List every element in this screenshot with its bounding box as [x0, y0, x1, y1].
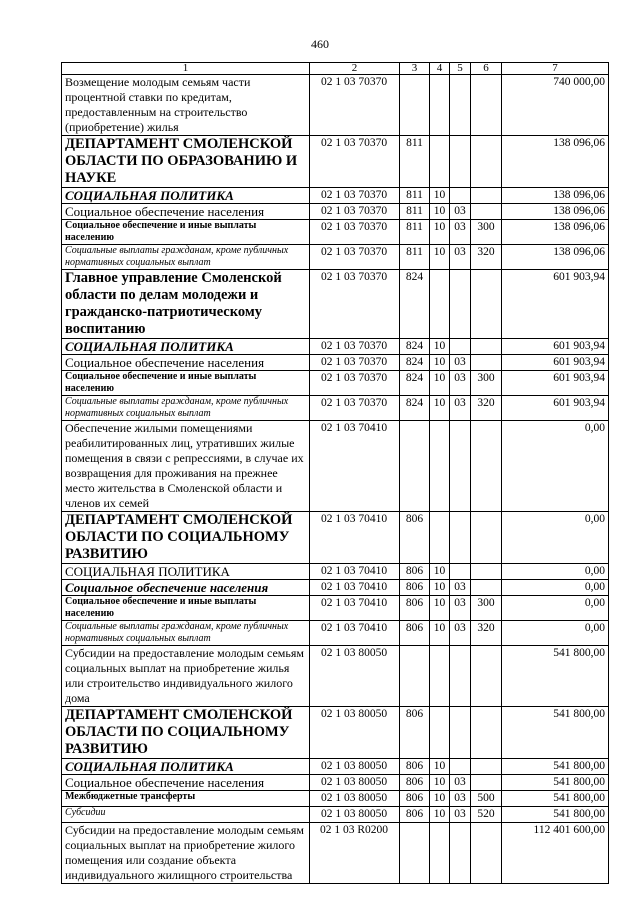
amount-cell: 138 096,06 [502, 136, 609, 188]
expense-type-cell [471, 75, 502, 136]
row-name-cell: Главное управление Смоленской области по делам молодежи и гражданско-патриотическому воспитанию [62, 270, 310, 339]
expense-type-cell [471, 355, 502, 371]
expense-type-cell: 300 [471, 371, 502, 396]
expense-type-cell [471, 136, 502, 188]
column-header-7: 7 [502, 63, 609, 75]
table-row [62, 355, 609, 371]
department-code-cell: 824 [400, 396, 430, 421]
row-name-cell: Социальное обеспечение населения [62, 204, 310, 220]
program-code-cell: 02 1 03 70370 [310, 371, 400, 396]
amount-cell: 0,00 [502, 421, 609, 512]
department-code-cell: 806 [400, 791, 430, 807]
subsection-code-cell: 03 [450, 791, 471, 807]
column-header-5: 5 [450, 63, 471, 75]
expense-type-cell [471, 707, 502, 759]
amount-cell: 601 903,94 [502, 355, 609, 371]
section-code-cell: 10 [430, 564, 450, 580]
department-code-cell [400, 823, 430, 884]
department-code-cell: 811 [400, 204, 430, 220]
amount-cell: 541 800,00 [502, 646, 609, 707]
table-row [62, 564, 609, 580]
subsection-code-cell: 03 [450, 355, 471, 371]
amount-cell: 740 000,00 [502, 75, 609, 136]
table-row [62, 421, 609, 512]
table-row [62, 245, 609, 270]
column-header-3: 3 [400, 63, 430, 75]
department-code-cell: 824 [400, 355, 430, 371]
table-row [62, 791, 609, 807]
row-name-cell: Социальное обеспечение населения [62, 580, 310, 596]
table-row [62, 580, 609, 596]
table-row [62, 371, 609, 396]
expense-type-cell [471, 646, 502, 707]
row-name-cell: Социальное обеспечение и иные выплаты населению [62, 371, 310, 396]
table-row [62, 204, 609, 220]
table-row [62, 646, 609, 707]
department-code-cell: 811 [400, 188, 430, 204]
amount-cell: 541 800,00 [502, 759, 609, 775]
program-code-cell: 02 1 03 70370 [310, 220, 400, 245]
row-name-cell: Субсидии на предоставление молодым семьям социальных выплат на приобретение жилья или строительство индивидуального жилого дома [62, 646, 310, 707]
table-row [62, 220, 609, 245]
amount-cell: 112 401 600,00 [502, 823, 609, 884]
column-header-6: 6 [471, 63, 502, 75]
section-code-cell: 10 [430, 807, 450, 823]
program-code-cell: 02 1 03 70370 [310, 270, 400, 339]
program-code-cell: 02 1 03 70370 [310, 245, 400, 270]
department-code-cell [400, 75, 430, 136]
table-row [62, 823, 609, 884]
amount-cell: 541 800,00 [502, 807, 609, 823]
expense-type-cell [471, 823, 502, 884]
program-code-cell: 02 1 03 70370 [310, 75, 400, 136]
expense-type-cell [471, 564, 502, 580]
department-code-cell: 811 [400, 245, 430, 270]
row-name-cell: СОЦИАЛЬНАЯ ПОЛИТИКА [62, 759, 310, 775]
subsection-code-cell [450, 512, 471, 564]
section-code-cell: 10 [430, 371, 450, 396]
subsection-code-cell [450, 270, 471, 339]
section-code-cell: 10 [430, 204, 450, 220]
amount-cell: 0,00 [502, 580, 609, 596]
program-code-cell: 02 1 03 70410 [310, 421, 400, 512]
amount-cell: 138 096,06 [502, 220, 609, 245]
department-code-cell: 806 [400, 807, 430, 823]
section-code-cell: 10 [430, 339, 450, 355]
section-code-cell: 10 [430, 775, 450, 791]
subsection-code-cell [450, 707, 471, 759]
department-code-cell: 806 [400, 596, 430, 621]
column-header-2: 2 [310, 63, 400, 75]
subsection-code-cell [450, 75, 471, 136]
table-row [62, 596, 609, 621]
section-code-cell: 10 [430, 245, 450, 270]
expense-type-cell: 500 [471, 791, 502, 807]
expense-type-cell [471, 204, 502, 220]
program-code-cell: 02 1 03 70370 [310, 396, 400, 421]
section-code-cell: 10 [430, 220, 450, 245]
program-code-cell: 02 1 03 R0200 [310, 823, 400, 884]
table-row [62, 339, 609, 355]
program-code-cell: 02 1 03 70410 [310, 580, 400, 596]
table-header-row [62, 63, 609, 75]
subsection-code-cell: 03 [450, 775, 471, 791]
program-code-cell: 02 1 03 70410 [310, 564, 400, 580]
table-row [62, 707, 609, 759]
program-code-cell: 02 1 03 70410 [310, 512, 400, 564]
program-code-cell: 02 1 03 70370 [310, 188, 400, 204]
amount-cell: 138 096,06 [502, 188, 609, 204]
department-code-cell: 806 [400, 775, 430, 791]
program-code-cell: 02 1 03 80050 [310, 775, 400, 791]
program-code-cell: 02 1 03 70370 [310, 355, 400, 371]
amount-cell: 541 800,00 [502, 791, 609, 807]
row-name-cell: Социальные выплаты гражданам, кроме публичных нормативных социальных выплат [62, 245, 310, 270]
amount-cell: 0,00 [502, 512, 609, 564]
amount-cell: 601 903,94 [502, 339, 609, 355]
section-code-cell: 10 [430, 355, 450, 371]
amount-cell: 0,00 [502, 564, 609, 580]
table-row [62, 807, 609, 823]
row-name-cell: Возмещение молодым семьям части процентной ставки по кредитам, предоставленным на строительство (приобретение) жилья [62, 75, 310, 136]
department-code-cell: 806 [400, 512, 430, 564]
amount-cell: 601 903,94 [502, 270, 609, 339]
expense-type-cell [471, 339, 502, 355]
section-code-cell [430, 823, 450, 884]
subsection-code-cell [450, 823, 471, 884]
amount-cell: 541 800,00 [502, 775, 609, 791]
program-code-cell: 02 1 03 70410 [310, 621, 400, 646]
subsection-code-cell: 03 [450, 245, 471, 270]
expense-type-cell [471, 512, 502, 564]
department-code-cell: 806 [400, 707, 430, 759]
program-code-cell: 02 1 03 80050 [310, 791, 400, 807]
subsection-code-cell [450, 136, 471, 188]
row-name-cell: Социальное обеспечение населения [62, 775, 310, 791]
department-code-cell [400, 421, 430, 512]
subsection-code-cell [450, 759, 471, 775]
table-row [62, 270, 609, 339]
expense-type-cell: 300 [471, 220, 502, 245]
table-row [62, 75, 609, 136]
section-code-cell [430, 646, 450, 707]
column-header-1: 1 [62, 63, 310, 75]
section-code-cell: 10 [430, 791, 450, 807]
amount-cell: 0,00 [502, 596, 609, 621]
department-code-cell: 806 [400, 580, 430, 596]
amount-cell: 138 096,06 [502, 245, 609, 270]
subsection-code-cell: 03 [450, 807, 471, 823]
row-name-cell: Социальное обеспечение и иные выплаты населению [62, 220, 310, 245]
program-code-cell: 02 1 03 70370 [310, 339, 400, 355]
expense-type-cell: 320 [471, 621, 502, 646]
table-row [62, 188, 609, 204]
row-name-cell: ДЕПАРТАМЕНТ СМОЛЕНСКОЙ ОБЛАСТИ ПО СОЦИАЛЬНОМУ РАЗВИТИЮ [62, 707, 310, 759]
department-code-cell: 824 [400, 270, 430, 339]
program-code-cell: 02 1 03 70370 [310, 204, 400, 220]
amount-cell: 601 903,94 [502, 396, 609, 421]
program-code-cell: 02 1 03 80050 [310, 807, 400, 823]
subsection-code-cell [450, 421, 471, 512]
row-name-cell: Социальное обеспечение населения [62, 355, 310, 371]
expense-type-cell [471, 580, 502, 596]
expense-type-cell: 520 [471, 807, 502, 823]
column-header-4: 4 [430, 63, 450, 75]
row-name-cell: Межбюджетные трансферты [62, 791, 310, 807]
department-code-cell: 824 [400, 371, 430, 396]
program-code-cell: 02 1 03 80050 [310, 759, 400, 775]
expense-type-cell: 320 [471, 245, 502, 270]
department-code-cell: 806 [400, 564, 430, 580]
department-code-cell: 824 [400, 339, 430, 355]
section-code-cell: 10 [430, 759, 450, 775]
section-code-cell [430, 136, 450, 188]
subsection-code-cell [450, 188, 471, 204]
subsection-code-cell [450, 564, 471, 580]
row-name-cell: ДЕПАРТАМЕНТ СМОЛЕНСКОЙ ОБЛАСТИ ПО ОБРАЗОВАНИЮ И НАУКЕ [62, 136, 310, 188]
subsection-code-cell: 03 [450, 580, 471, 596]
subsection-code-cell [450, 339, 471, 355]
program-code-cell: 02 1 03 80050 [310, 707, 400, 759]
amount-cell: 138 096,06 [502, 204, 609, 220]
budget-table [61, 62, 609, 884]
amount-cell: 0,00 [502, 621, 609, 646]
row-name-cell: Социальные выплаты гражданам, кроме публичных нормативных социальных выплат [62, 621, 310, 646]
amount-cell: 601 903,94 [502, 371, 609, 396]
subsection-code-cell: 03 [450, 621, 471, 646]
subsection-code-cell: 03 [450, 204, 471, 220]
department-code-cell: 811 [400, 136, 430, 188]
section-code-cell [430, 270, 450, 339]
expense-type-cell [471, 270, 502, 339]
row-name-cell: СОЦИАЛЬНАЯ ПОЛИТИКА [62, 564, 310, 580]
section-code-cell: 10 [430, 621, 450, 646]
section-code-cell: 10 [430, 596, 450, 621]
section-code-cell [430, 512, 450, 564]
page-number: 460 [311, 37, 329, 51]
section-code-cell: 10 [430, 580, 450, 596]
department-code-cell: 811 [400, 220, 430, 245]
table-row [62, 512, 609, 564]
subsection-code-cell: 03 [450, 596, 471, 621]
expense-type-cell [471, 775, 502, 791]
department-code-cell: 806 [400, 759, 430, 775]
expense-type-cell [471, 188, 502, 204]
section-code-cell: 10 [430, 396, 450, 421]
expense-type-cell [471, 759, 502, 775]
row-name-cell: СОЦИАЛЬНАЯ ПОЛИТИКА [62, 188, 310, 204]
expense-type-cell [471, 421, 502, 512]
section-code-cell: 10 [430, 188, 450, 204]
table-row [62, 775, 609, 791]
row-name-cell: Субсидии [62, 807, 310, 823]
section-code-cell [430, 707, 450, 759]
table-row [62, 621, 609, 646]
row-name-cell: Социальное обеспечение и иные выплаты населению [62, 596, 310, 621]
subsection-code-cell: 03 [450, 220, 471, 245]
row-name-cell: СОЦИАЛЬНАЯ ПОЛИТИКА [62, 339, 310, 355]
table-row [62, 759, 609, 775]
table-row [62, 396, 609, 421]
section-code-cell [430, 421, 450, 512]
section-code-cell [430, 75, 450, 136]
row-name-cell: Обеспечение жилыми помещениями реабилитированных лиц, утративших жилые помещения в связи с репрессиями, в случае их возвращения для проживания на прежнее место жительства в Смоленской области и членов их семей [62, 421, 310, 512]
program-code-cell: 02 1 03 70410 [310, 596, 400, 621]
expense-type-cell: 300 [471, 596, 502, 621]
department-code-cell [400, 646, 430, 707]
subsection-code-cell: 03 [450, 371, 471, 396]
row-name-cell: Субсидии на предоставление молодым семьям социальных выплат на приобретение жилого помещения или создание объекта индивидуального жилищного строительства [62, 823, 310, 884]
subsection-code-cell: 03 [450, 396, 471, 421]
row-name-cell: Социальные выплаты гражданам, кроме публичных нормативных социальных выплат [62, 396, 310, 421]
subsection-code-cell [450, 646, 471, 707]
amount-cell: 541 800,00 [502, 707, 609, 759]
table-row [62, 136, 609, 188]
program-code-cell: 02 1 03 80050 [310, 646, 400, 707]
department-code-cell: 806 [400, 621, 430, 646]
expense-type-cell: 320 [471, 396, 502, 421]
program-code-cell: 02 1 03 70370 [310, 136, 400, 188]
row-name-cell: ДЕПАРТАМЕНТ СМОЛЕНСКОЙ ОБЛАСТИ ПО СОЦИАЛЬНОМУ РАЗВИТИЮ [62, 512, 310, 564]
